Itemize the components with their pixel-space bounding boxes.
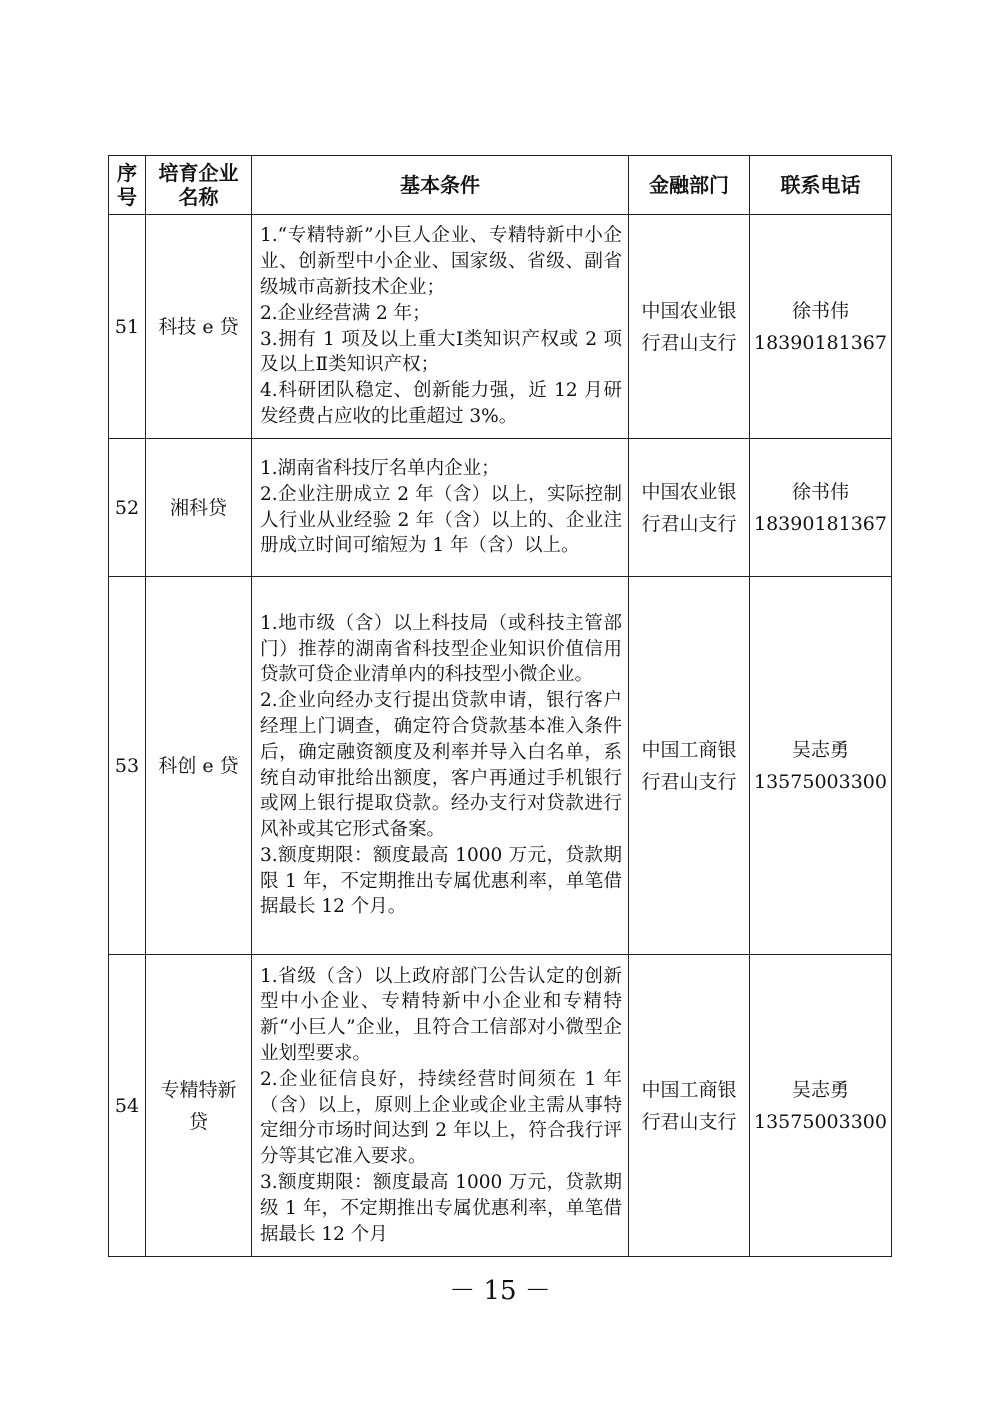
bank-branch: 中国工商银行君山支行: [641, 1078, 737, 1133]
row-contact: [750, 439, 892, 577]
product-name: 专精特新贷: [160, 1078, 237, 1133]
table-header-row: [109, 156, 892, 215]
row-no: 52: [109, 439, 146, 577]
bank-branch: 中国农业银行君山支行: [641, 480, 737, 535]
contact-name: 徐书伟: [791, 299, 849, 322]
condition-item: 2.企业征信良好，持续经营时间须在 1 年（含）以上，原则上企业或企业主需从事特定细分市场时间达到 2 年以上，符合我行评分等其它准入要求。: [260, 1068, 622, 1168]
product-name: 湘科贷: [169, 496, 227, 519]
row-dept: [629, 439, 750, 577]
row-dept: [629, 955, 750, 1257]
header-name: 培育企业名称: [146, 156, 252, 215]
condition-item: 1.地市级（含）以上科技局（或科技主管部门）推荐的湖南省科技型企业知识价值信用贷款可贷企业清单内的科技型小微企业。: [260, 612, 622, 686]
table-row: [109, 955, 892, 1257]
condition-item: 3.拥有 1 项及以上重大Ⅰ类知识产权或 2 项及以上Ⅱ类知识产权；: [260, 328, 622, 376]
condition-item: 2.企业注册成立 2 年（含）以上，实际控制人行业从业经验 2 年（含）以上的、企业注册成立时间可缩短为 1 年（含）以上。: [260, 483, 622, 557]
row-name: [146, 955, 252, 1257]
contact-phone: 18390181367: [754, 331, 887, 354]
row-no: 53: [109, 577, 146, 955]
condition-item: 1.省级（含）以上政府部门公告认定的创新型中小企业、专精特新中小企业和专精特新“小巨人”企业，且符合工信部对小微型企业划型要求。: [260, 965, 622, 1064]
row-no: 51: [109, 215, 146, 439]
header-dept: 金融部门: [629, 156, 750, 215]
row-conditions: [252, 439, 629, 577]
table-row: [109, 439, 892, 577]
condition-item: 3.额度期限：额度最高 1000 万元，贷款期限 1 年，不定期推出专属优惠利率，单笔借据最长 12 个月。: [260, 844, 622, 918]
loan-products-table: [108, 155, 892, 1257]
row-name: [146, 215, 252, 439]
product-name: 科技 e 贷: [158, 315, 239, 338]
row-contact: [750, 215, 892, 439]
condition-item: 2.企业经营满 2 年；: [260, 302, 431, 324]
condition-item: 1.湖南省科技厅名单内企业；: [260, 457, 500, 479]
page-number: － 15 －: [449, 1276, 551, 1306]
row-conditions: [252, 215, 629, 439]
contact-phone: 13575003300: [754, 1110, 887, 1133]
condition-item: 3.额度期限：额度最高 1000 万元，贷款期级 1 年，不定期推出专属优惠利率，单笔借据最长 12 个月: [260, 1171, 622, 1245]
bank-branch: 中国农业银行君山支行: [641, 299, 737, 354]
row-dept: [629, 215, 750, 439]
row-name: [146, 577, 252, 955]
row-conditions: [252, 577, 629, 955]
header-no: 序号: [109, 156, 146, 215]
row-contact: [750, 577, 892, 955]
table-row: [109, 577, 892, 955]
table-row: [109, 215, 892, 439]
condition-item: 4.科研团队稳定、创新能力强，近 12 月研发经费占应收的比重超过 3%。: [260, 380, 622, 427]
bank-branch: 中国工商银行君山支行: [641, 738, 737, 793]
header-phone: 联系电话: [750, 156, 892, 215]
row-conditions: [252, 955, 629, 1257]
contact-phone: 18390181367: [754, 512, 887, 535]
row-dept: [629, 577, 750, 955]
condition-item: 2.企业向经办支行提出贷款申请，银行客户经理上门调查，确定符合贷款基本准入条件后，确定融资额度及利率并导入白名单，系统自动审批给出额度，客户再通过手机银行或网上银行提取贷款。经办支行对贷款进行风补或其它形式备案。: [260, 690, 622, 841]
row-name: [146, 439, 252, 577]
header-conditions: 基本条件: [252, 156, 629, 215]
contact-name: 吴志勇: [791, 1078, 849, 1101]
condition-item: 1.“专精特新”小巨人企业、专精特新中小企业、创新型中小企业、国家级、省级、副省级城市高新技术企业；: [260, 225, 622, 298]
contact-name: 吴志勇: [791, 738, 849, 761]
product-name: 科创 e 贷: [158, 754, 239, 777]
table-body: [109, 215, 892, 1257]
row-contact: [750, 955, 892, 1257]
contact-name: 徐书伟: [791, 480, 849, 503]
row-no: 54: [109, 955, 146, 1257]
contact-phone: 13575003300: [754, 770, 887, 793]
